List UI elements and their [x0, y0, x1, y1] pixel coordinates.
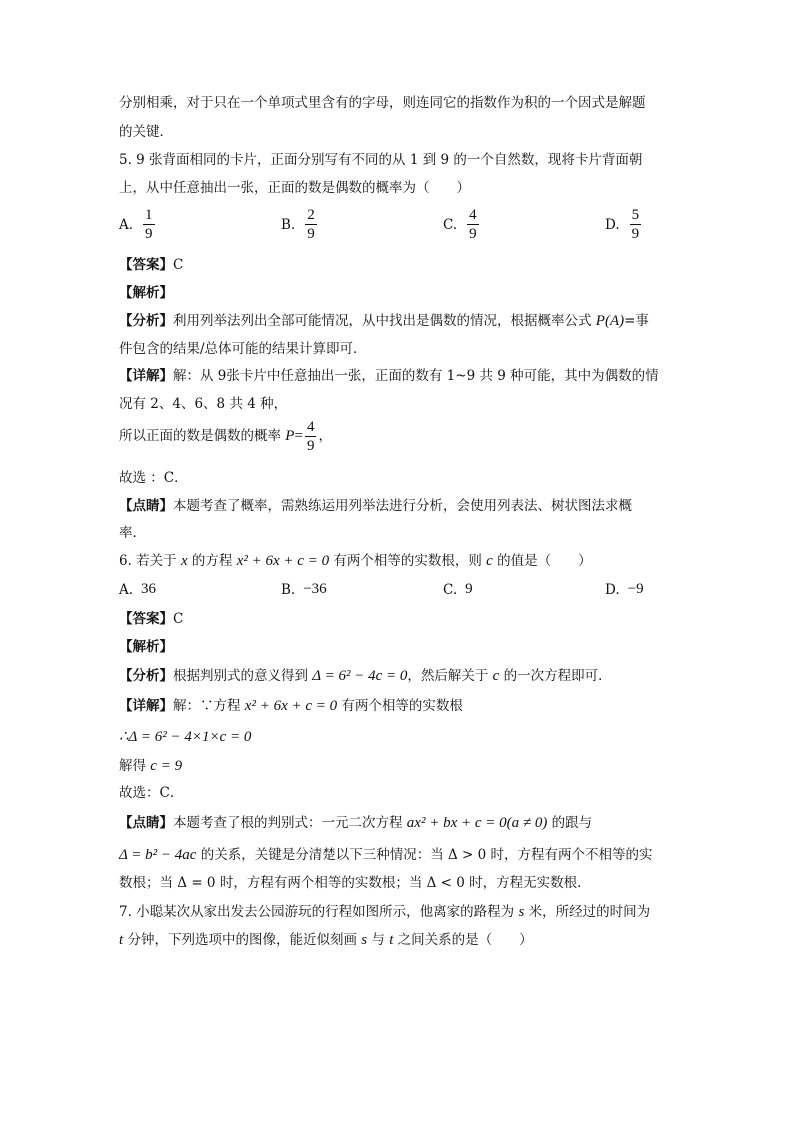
q5-detail-line-3: [119, 418, 332, 455]
q7-stem-text-b: 米，所经过的时间为: [524, 904, 651, 920]
q6-fenxi-text-d: 的一次方程即可．: [499, 668, 612, 684]
q6-option-d: [605, 581, 644, 598]
q7-stem-text-e: 之间关系的是（ ）: [393, 932, 533, 948]
q6-detail-line-1: [119, 696, 463, 716]
q7-variable-t-2: t: [389, 932, 394, 948]
q5-option-c-numerator: 4: [469, 207, 477, 223]
q5-stem-line-1: 5. 9 张背面相同的卡片，正面分别写有不同的从 1 到 9 的一个自然数，现将卡片背面朝: [119, 152, 643, 168]
q5-option-d-label: D.: [605, 216, 620, 233]
q6-stem: [119, 551, 592, 571]
q6-stem-text-a: 6. 若关于: [119, 553, 181, 569]
q6-fenxi-text-b: ，然后解关于: [407, 668, 493, 684]
q7-stem-line-2: [119, 930, 533, 950]
q6-fenxi-tag: 【分析】: [119, 668, 173, 684]
q5-comment-line-1: [119, 496, 632, 516]
q6-comment-line-1: [119, 813, 592, 833]
q5-analysis-tag: [119, 283, 173, 303]
q6-answer-value: C: [173, 611, 184, 627]
q5-probability-fraction: [305, 418, 317, 455]
q6-fenxi-line: [119, 666, 612, 686]
q6-option-b-label: B.: [281, 581, 296, 598]
q5-option-d: [605, 206, 643, 243]
q6-detail-equation: x² + 6x + c = 0: [244, 698, 338, 714]
q5-fenxi-line-2: 件包含的结果/总体可能的结果计算即可．: [119, 341, 367, 357]
q6-stem-text-b: 的方程: [187, 553, 237, 569]
q6-equation: x² + 6x + c = 0: [236, 553, 330, 569]
q6-detail-text-a: 解：∵方程: [173, 698, 245, 714]
q5-fenxi-tag: 【分析】: [119, 313, 173, 329]
q6-option-b-value: −36: [303, 581, 327, 597]
q6-option-c-value: 9: [465, 581, 473, 597]
q5-answer-tag: 【答案】: [119, 257, 173, 273]
q6-detail-line-3: [119, 756, 182, 776]
q5-option-b-label: B.: [281, 216, 296, 233]
q5-analysis-label: 【解析】: [119, 285, 173, 301]
q6-stem-text-c: 有两个相等的实数根，则: [329, 553, 487, 569]
q5-probability-symbol: P: [285, 428, 295, 444]
q5-option-a-fraction: [143, 206, 155, 243]
q6-dianjing-tag: 【点睛】: [119, 815, 173, 831]
q5-option-c-label: C.: [443, 216, 458, 233]
q6-answer-tag: 【答案】: [119, 611, 173, 627]
q5-option-c: [443, 206, 481, 243]
q6-comment-line-3: 数根；当 Δ = 0 时，方程有两个相等的实数根；当 Δ < 0 时，方程无实数根．: [119, 875, 591, 891]
q5-option-d-numerator: 5: [631, 207, 640, 223]
q5-probability-numerator: 4: [306, 419, 315, 435]
q6-comment-line-2: [119, 845, 653, 865]
q5-option-d-denominator: 9: [631, 226, 640, 242]
q6-comment-text-2: 的关系，关键是分清楚以下三种情况：当 Δ > 0 时，方程有两个不相等的实: [196, 847, 653, 863]
intro-line-2: 的关键．: [119, 124, 173, 140]
q5-option-b: [281, 206, 319, 243]
q6-variable-x: x: [180, 553, 188, 569]
intro-line-1: 分别相乘，对于只在一个单项式里含有的字母，则连同它的指数作为积的一个因式是解题: [119, 95, 646, 111]
q5-conclusion: 故选 ：C．: [119, 470, 188, 486]
q5-detail-line-1: [119, 366, 659, 386]
q6-option-a-label: A.: [119, 581, 134, 598]
q6-fenxi-text-a: 根据判别式的意义得到: [173, 668, 313, 684]
q7-stem-text-a: 7. 小聪某次从家出发去公园游玩的行程如图所示，他离家的路程为: [119, 904, 519, 920]
q6-stem-text-d: 的值是（ ）: [492, 553, 592, 569]
q6-option-c-label: C.: [443, 581, 458, 598]
q7-variable-s-2: s: [361, 932, 368, 948]
q6-comment-text-b: 的跟与: [547, 815, 593, 831]
q5-comment-text-1: 本题考查了概率，需熟练运用列举法进行分析，会使用列表法、树状图法求概: [173, 498, 632, 514]
q5-option-b-numerator: 2: [307, 207, 315, 223]
q6-answer: [119, 609, 183, 629]
q6-analysis-tag: [119, 637, 173, 657]
q5-answer-value: C: [173, 257, 184, 273]
q7-variable-s: s: [518, 904, 525, 920]
q6-option-d-value: −9: [627, 581, 644, 597]
q5-detail-text-1: 解：从 9张卡片中任意抽出一张，正面的数有 1~9 共 9 种可能，其中为偶数的情: [173, 368, 659, 384]
q5-equals-sign: =: [294, 428, 303, 444]
q6-solution: c = 9: [150, 758, 183, 774]
q6-conclusion: 故选：C．: [119, 785, 184, 801]
q5-dianjing-tag: 【点睛】: [119, 498, 173, 514]
q6-discriminant-equation: ∴Δ = 6² − 4×1×c = 0: [119, 729, 252, 745]
q6-option-d-label: D.: [605, 581, 620, 598]
q6-variable-c: c: [486, 553, 493, 569]
q6-fenxi-variable: c: [492, 668, 500, 684]
q7-stem-line-1: [119, 902, 650, 922]
q6-option-a: [119, 581, 156, 598]
q6-comment-text-a: 本题考查了根的判别式：一元二次方程: [173, 815, 407, 831]
q5-option-a: [119, 206, 157, 243]
q5-fenxi-text-a: 利用列举法列出全部可能情况，从中找出是偶数的情况，根据概率公式: [173, 313, 596, 329]
q5-detail-text-3: 所以正面的数是偶数的概率: [119, 428, 286, 444]
q7-stem-text-d: 与: [367, 932, 390, 948]
q5-answer: [119, 255, 183, 275]
q5-detail-comma: ，: [318, 428, 332, 444]
q5-fenxi-line-1: [119, 311, 649, 331]
q5-fenxi-text-b: =事: [624, 313, 649, 329]
q5-option-a-numerator: 1: [145, 207, 153, 223]
q5-stem-line-2: 上，从中任意抽出一张，正面的数是偶数的概率为（ ）: [119, 180, 470, 196]
q5-option-b-fraction: [305, 206, 317, 243]
q6-detail-line-2: [119, 727, 251, 747]
q5-probability-denominator: 9: [306, 438, 315, 454]
q5-fenxi-formula: P(A): [595, 313, 625, 329]
q6-detail-text-b: 有两个相等的实数根: [337, 698, 463, 714]
q6-xiangjie-tag: 【详解】: [119, 698, 173, 714]
q6-option-a-value: 36: [141, 581, 157, 597]
q5-xiangjie-tag: 【详解】: [119, 368, 173, 384]
q5-option-d-fraction: [630, 206, 642, 243]
q6-fenxi-equation: Δ = 6² − 4c = 0: [312, 668, 408, 684]
q5-option-c-denominator: 9: [469, 226, 477, 242]
q6-detail-text-3: 解得: [119, 758, 151, 774]
q6-option-c: [443, 581, 473, 598]
q5-option-c-fraction: [467, 206, 479, 243]
q7-variable-t: t: [119, 932, 124, 948]
q5-option-b-denominator: 9: [307, 226, 315, 242]
q5-comment-line-2: 率．: [119, 525, 146, 541]
q7-stem-text-c: 分钟，下列选项中的图像，能近似刻画: [123, 932, 362, 948]
q6-comment-equation: ax² + bx + c = 0(a ≠ 0): [406, 815, 548, 831]
q6-option-b: [281, 581, 327, 598]
q5-option-a-denominator: 9: [145, 226, 153, 242]
q6-analysis-label: 【解析】: [119, 639, 173, 655]
q5-detail-line-2: 况有 2、4、6、8 共 4 种，: [119, 396, 288, 412]
q6-discriminant-formula: Δ = b² − 4ac: [119, 847, 197, 863]
q5-option-a-label: A.: [119, 216, 134, 233]
